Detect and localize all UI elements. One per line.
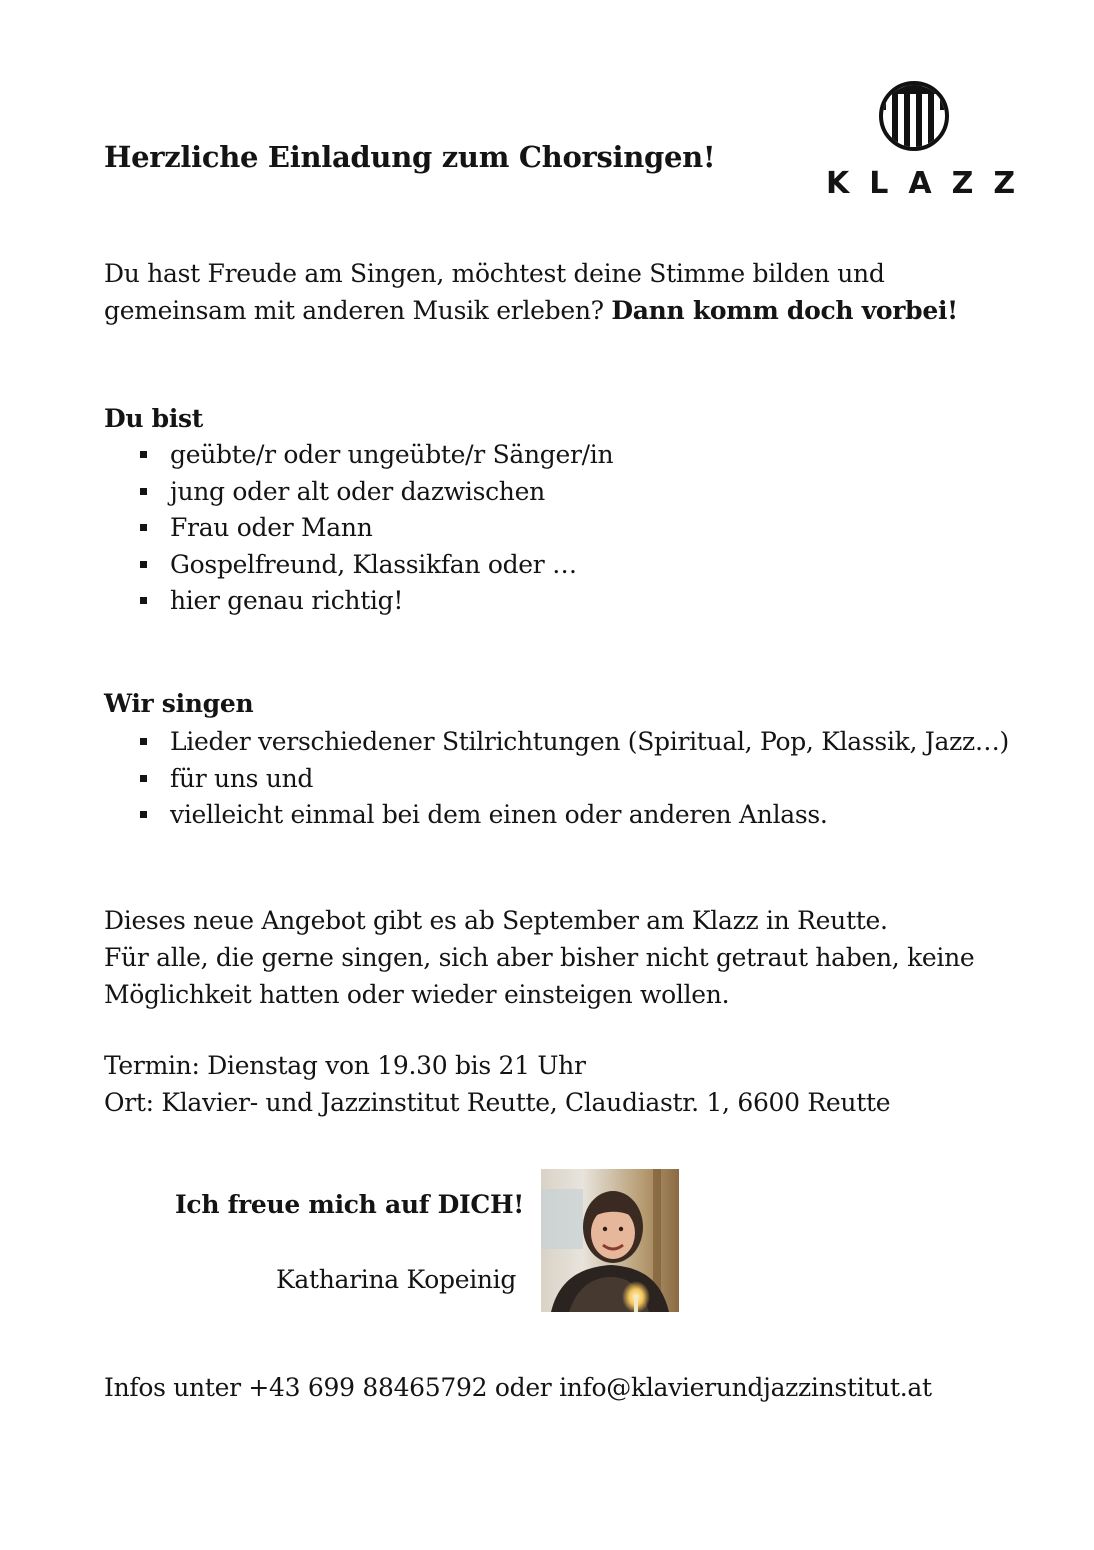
bullet-icon — [140, 811, 147, 818]
piano-keys-icon — [878, 80, 950, 152]
list-item-text: Lieder verschiedener Stilrichtungen (Spiritual, Pop, Klassik, Jazz…) — [170, 727, 1010, 756]
bullet-icon — [140, 597, 147, 604]
signature: Katharina Kopeinig — [276, 1265, 517, 1294]
intro-paragraph — [104, 255, 1054, 329]
du-bist-heading: Du bist — [104, 404, 204, 433]
list-item-text: hier genau richtig! — [170, 586, 404, 615]
offer-line-3: Möglichkeit hatten oder wieder einsteigen wollen. — [104, 980, 730, 1009]
du-bist-list — [140, 437, 613, 620]
list-item — [140, 474, 613, 511]
offer-line-2: Für alle, die gerne singen, sich aber bisher nicht getraut haben, keine — [104, 943, 975, 972]
details-paragraph — [104, 1047, 1054, 1121]
list-item-text: für uns und — [170, 763, 314, 793]
list-item-text: geübte/r oder ungeübte/r Sänger/in — [170, 440, 614, 469]
list-item — [140, 761, 1009, 798]
list-item — [140, 547, 613, 584]
list-item-text: Gospelfreund, Klassikfan oder … — [170, 549, 577, 579]
list-item-text: jung oder alt oder dazwischen — [170, 476, 545, 506]
list-item-text: Frau oder Mann — [170, 513, 373, 542]
list-item-text: vielleicht einmal bei dem einen oder anderen Anlass. — [170, 800, 828, 829]
wir-singen-heading: Wir singen — [104, 689, 254, 718]
closing-greeting: Ich freue mich auf DICH! — [175, 1190, 524, 1219]
ort-line: Ort: Klavier- und Jazzinstitut Reutte, Claudiastr. 1, 6600 Reutte — [104, 1088, 891, 1117]
portrait-photo — [541, 1169, 679, 1312]
intro-line-2-text: gemeinsam mit anderen Musik erleben? — [104, 296, 612, 325]
list-item — [140, 724, 1009, 761]
bullet-icon — [140, 451, 147, 458]
wir-singen-list — [140, 724, 1009, 834]
klazz-logo — [822, 80, 1036, 201]
bullet-icon — [140, 561, 147, 568]
contact-info: Infos unter +43 699 88465792 oder info@klavierundjazzinstitut.at — [104, 1373, 932, 1402]
offer-line-1: Dieses neue Angebot gibt es ab September am Klazz in Reutte. — [104, 906, 888, 935]
list-item — [140, 797, 1009, 834]
intro-line-2 — [104, 292, 1054, 329]
intro-call-to-action: Dann komm doch vorbei! — [611, 296, 958, 325]
page-title: Herzliche Einladung zum Chorsingen! — [104, 140, 716, 174]
logo-text: KLAZZ — [826, 166, 1036, 201]
list-item — [140, 437, 613, 474]
bullet-icon — [140, 738, 147, 745]
list-item — [140, 510, 613, 547]
bullet-icon — [140, 775, 147, 782]
bullet-icon — [140, 524, 147, 531]
offer-paragraph — [104, 902, 1054, 1013]
intro-line-1: Du hast Freude am Singen, möchtest deine Stimme bilden und — [104, 259, 885, 288]
termin-line: Termin: Dienstag von 19.30 bis 21 Uhr — [104, 1051, 586, 1080]
list-item — [140, 583, 613, 620]
bullet-icon — [140, 488, 147, 495]
